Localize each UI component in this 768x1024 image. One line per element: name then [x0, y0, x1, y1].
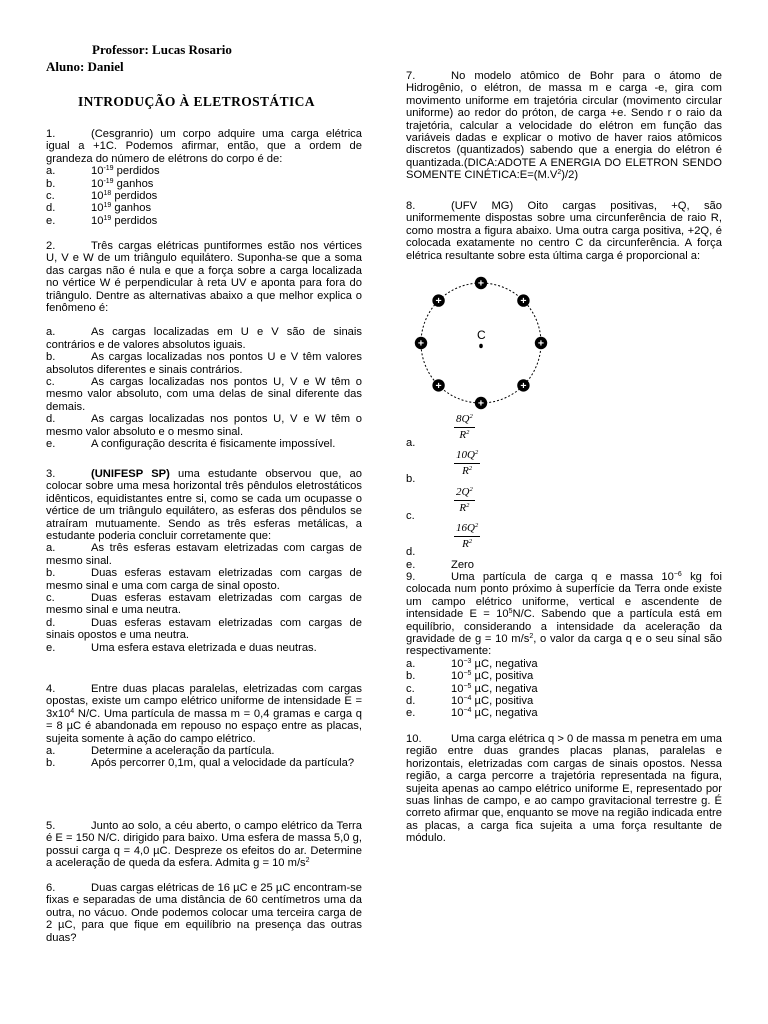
option-letter: e. [406, 707, 416, 720]
denominator-exponent: 2 [468, 465, 473, 472]
fraction-numerator [454, 486, 475, 501]
numerator-exponent: 2 [474, 449, 479, 456]
option-b [406, 670, 722, 682]
option-letter: a. [406, 436, 416, 449]
question-6 [46, 882, 362, 944]
option-exponent: -19 [103, 177, 114, 185]
option-text: µC, positiva [471, 695, 534, 708]
option-c: c. Duas esferas estavam eletrizadas com cargas de mesmo sinal e uma neutra. [46, 592, 362, 617]
option-text: perdidos [113, 165, 160, 178]
option-e: e. A configuração descrita é fisicamente impossível. [46, 438, 336, 451]
question-1 [46, 128, 362, 227]
option-letter: d. [46, 202, 56, 215]
option-text: Zero [451, 559, 475, 571]
option-c: c. As cargas localizadas nos pontos U, V e W têm o mesmo valor absoluto, com uma delas de sinal diferente das demais. [46, 376, 362, 413]
option-text: Após percorrer 0,1m, qual a velocidade da partícula? [91, 757, 355, 770]
positive-charge-icon [475, 277, 487, 290]
option-letter: a. [406, 657, 416, 670]
option-text: As três esferas estavam eletrizadas com cargas de mesmo sinal. [46, 542, 362, 567]
denominator-exponent: 2 [468, 538, 473, 545]
option-base: 10 [91, 202, 104, 215]
question-number: 2. [46, 240, 56, 252]
option-base: 10 [91, 165, 104, 178]
exponent: 2 [529, 633, 534, 641]
numerator-coefficient: 2 [456, 486, 462, 498]
question-text: No modelo atômico de Bohr para o átomo de Hidrogênio, o elétron, de massa m e carga -e, gira com movimento uniforme em trajetória circular (movimento circular uniforme) ao redor do próton, de carga +e. Sendo r o raio da trajetória, calcular a velocidade do elétron em função das variáveis dadas e explicar o motivo de haver raios atômicos discretos (quantizados) sabendo que a energia do elétron é quantizada.(DICA:ADOTE A ENERGIA DO ELETRON SENDO SOMENTE CINÉTICA:E=(M.V [406, 70, 722, 182]
option-base: 10 [451, 682, 464, 695]
question-text: Uma carga elétrica q > 0 de massa m penetra em uma região entre duas grandes placas planas, paralelas e horizontais, eletrizadas com cargas de sinais opostos. Nessa região, a carga percorre a trajetória representada na figura, sujeita apenas ao campo elétrico uniforme E, representado por suas linhas de campo, e ao campo gravitacional terrestre g. É correto afirmar que, enquanto se move na região indicada entre as placas, a carga fica sujeita a uma força resultante de módulo. [406, 733, 722, 845]
question-4 [46, 683, 362, 770]
fraction-numerator [454, 413, 475, 428]
option-a: a. As cargas localizadas em U e V são de sinais contrários e de valores absolutos iguais. [46, 326, 362, 351]
option-exponent: −3 [463, 657, 472, 665]
option-exponent: 18 [103, 190, 112, 198]
fraction-denominator [454, 537, 480, 551]
option-c [406, 683, 722, 695]
question-8 [406, 200, 722, 262]
option-a [406, 658, 722, 670]
positive-charge-icon [415, 337, 427, 350]
charge-sign: + [477, 397, 485, 410]
option-e [406, 707, 722, 719]
option-b: b. As cargas localizadas nos pontos U e V têm valores absolutos diferentes e sinais contrários. [46, 351, 362, 376]
option-text: ganhos [111, 202, 152, 215]
option-text: As cargas localizadas nos pontos U e V têm valores absolutos diferentes e sinais contrários. [46, 351, 362, 376]
question-4-options [46, 745, 362, 770]
option-text: Uma esfera estava eletrizada e duas neutras. [91, 641, 317, 654]
option-letter: a. [46, 165, 56, 178]
positive-charge-icon [475, 397, 487, 410]
option-d: d. As cargas localizadas nos pontos U, V e W têm o mesmo valor absoluto e o mesmo sinal. [46, 413, 362, 438]
denominator-variable: R [462, 465, 469, 477]
option-letter: c. [46, 190, 55, 203]
fraction-numerator [454, 449, 480, 464]
question-number: 1. [46, 128, 56, 140]
question-9 [406, 571, 722, 720]
question-3 [46, 468, 362, 654]
exponent: −6 [673, 571, 682, 578]
numerator-variable: Q [467, 449, 475, 461]
option-base: 10 [451, 670, 464, 683]
positive-charge-icon [517, 379, 529, 392]
question-8-option-e [406, 559, 722, 571]
charge-sign: + [477, 277, 485, 290]
exponent: 5 [508, 608, 513, 616]
page-title: INTRODUÇÃO À ELETROSTÁTICA [78, 94, 315, 109]
option-text: Determine a aceleração da partícula. [91, 745, 275, 758]
option-a: a. Determine a aceleração da partícula. [46, 745, 275, 758]
denominator-exponent: 2 [466, 429, 470, 436]
exponent: 2 [557, 169, 562, 177]
positive-charge-icon [535, 337, 547, 350]
numerator-exponent: 2 [469, 413, 473, 420]
option-exponent: −5 [463, 682, 472, 690]
option-exponent: −4 [463, 707, 472, 715]
positive-charge-icon [432, 379, 444, 392]
option-c [406, 486, 606, 522]
exponent: 2 [305, 857, 310, 865]
fraction-denominator [454, 501, 475, 515]
charge-sign: + [520, 295, 527, 308]
fraction-denominator [454, 464, 480, 478]
question-text: (UFV MG) Oito cargas positivas, +Q, são uniformemente dispostas sobre uma circunferência de raio R, como mostra a figura abaixo. Uma outra carga positiva, +2Q, é colocada exatamente no centro C da circunferência. A força elétrica resultante sobre esta última carga é proporcional a: [406, 200, 722, 262]
question-10 [406, 733, 722, 845]
question-text-cont: N/C. Sabendo que a partícula está em equilíbrio, considerando a intensidade da aceleração da gravidade de g = 10 m/s [406, 608, 722, 646]
option-c [46, 190, 362, 202]
numerator-variable: Q [461, 413, 470, 425]
question-number: 7. [406, 70, 416, 82]
option-base: 10 [91, 177, 104, 190]
denominator-variable: R [459, 502, 467, 514]
question-number: 6. [46, 882, 56, 894]
option-exponent: 19 [103, 214, 112, 222]
option-base: 10 [91, 214, 104, 227]
option-letter: c. [406, 682, 415, 695]
option-text: Duas esferas estavam eletrizadas com cargas de mesmo sinal e uma com carga de sinal oposto. [46, 567, 362, 592]
option-text: ganhos [113, 177, 154, 190]
center-charge [479, 344, 483, 348]
question-text: Uma partícula de carga q e massa 10 [451, 571, 674, 583]
option-d: d. Duas esferas estavam eletrizadas com cargas de sinais opostos e uma neutra. [46, 616, 362, 642]
question-number: 3. [46, 468, 56, 480]
question-text-cont: N/C. Uma partícula de massa m = 0,4 gramas e carga q = 8 µC é abandonada em repouso no espaço entre as placas, sujeita somente à ação do campo elétrico. [46, 707, 362, 745]
option-text: Duas esferas estavam eletrizadas com cargas de mesmo sinal e uma neutra. [46, 592, 362, 617]
question-number: 8. [406, 200, 416, 212]
option-text: perdidos [111, 214, 158, 227]
option-fraction [454, 449, 480, 478]
option-d [46, 202, 362, 214]
option-d [406, 522, 606, 558]
question-1-options [46, 165, 362, 227]
option-text: perdidos [111, 190, 158, 203]
option-b [46, 178, 362, 190]
question-number: 10. [406, 733, 422, 745]
numerator-coefficient: 10 [456, 449, 467, 461]
option-letter: d. [406, 695, 416, 708]
charge-sign: + [520, 380, 527, 393]
option-letter: b. [406, 472, 416, 485]
option-text: As cargas localizadas nos pontos U, V e W têm o mesmo valor absoluto e o mesmo sinal. [46, 413, 362, 438]
question-number: 5. [46, 820, 56, 832]
option-e: e. Uma esfera estava eletrizada e duas neutras. [46, 641, 317, 654]
option-base: 10 [451, 695, 464, 708]
professor-line: Professor: Lucas Rosario [92, 42, 232, 57]
option-letter: d. [406, 545, 416, 558]
question-2 [46, 240, 362, 451]
option-a [406, 413, 606, 449]
option-letter: b. [46, 177, 56, 190]
charges-circle-figure [406, 276, 556, 416]
question-text: Duas cargas elétricas de 16 µC e 25 µC encontram-se fixas e separadas de uma distância de 60 centímetros uma da outra, no vácuo. Onde podemos colocar uma terceira carga de 2 µC, para que fique em equilíbrio na presença das outras duas? [46, 882, 362, 944]
fraction-numerator [454, 522, 480, 537]
question-text-cont: , o valor da carga q e o seu sinal são respectivamente: [406, 633, 722, 658]
option-b [406, 449, 606, 485]
denominator-variable: R [459, 429, 467, 441]
question-source: (UNIFESP SP) [91, 468, 170, 480]
option-text: Duas esferas estavam eletrizadas com cargas de sinais opostos e uma neutra. [46, 616, 362, 642]
option-e [46, 215, 362, 227]
positive-charge-icon [517, 294, 529, 307]
center-label: C [477, 328, 486, 342]
option-base: 10 [451, 657, 464, 670]
charge-sign: + [435, 295, 442, 308]
question-number: 4. [46, 683, 56, 695]
question-text-cont: )/2) [561, 169, 579, 182]
numerator-variable: Q [467, 522, 475, 534]
option-letter: b. [406, 670, 416, 683]
charge-sign: + [537, 337, 545, 350]
student-line: Aluno: Daniel [46, 59, 124, 74]
question-text-cont: kg foi colocada num ponto próximo à superfície da Terra onde existe um campo elétrico uniforme, vertical e ascendente de intensidade E = 10 [406, 571, 722, 621]
numerator-coefficient: 16 [456, 522, 467, 534]
question-number: 9. [406, 571, 416, 583]
numerator-exponent: 2 [469, 486, 473, 493]
option-text: µC, negativa [471, 657, 538, 670]
option-text: µC, positiva [471, 670, 534, 683]
question-text: Entre duas placas paralelas, eletrizadas com cargas opostas, existe um campo elétrico uniforme de intensidade E = 3x10 [46, 683, 362, 720]
option-a: a. As três esferas estavam eletrizadas com cargas de mesmo sinal. [46, 542, 362, 567]
exponent: 4 [70, 707, 75, 715]
option-exponent: −4 [463, 695, 472, 703]
question-text: Junto ao solo, a céu aberto, o campo elétrico da Terra é E = 150 N/C. dirigido para baixo. Uma esfera de massa 5,0 g, possui carga q = 4,0 µC. Despreze os efeitos do ar. Determine a aceleração de queda da esfera. Admita g = 10 m/s [46, 820, 362, 870]
option-b: b. Após percorrer 0,1m, qual a velocidade da partícula? [46, 757, 355, 770]
question-3-options [46, 542, 362, 654]
option-text: µC, negativa [471, 707, 538, 720]
option-letter: e. [46, 214, 56, 227]
option-fraction [454, 522, 480, 551]
denominator-exponent: 2 [466, 502, 470, 509]
question-text: uma estudante observou que, ao colocar sobre uma mesa horizontal três pêndulos eletrostáticos idênticos, equidistantes entre si, como se cada um ocupasse o vértice de um triângulo equilátero, as esferas dos pêndulos se atraíram mutuamente. Sendo as três esferas metálicas, a estudante poderia concluir corretamente que: [46, 468, 362, 543]
option-fraction [454, 486, 475, 515]
option-text: A configuração descrita é fisicamente impossível. [91, 438, 336, 451]
charge-sign: + [417, 337, 425, 350]
question-5 [46, 820, 362, 870]
option-exponent: -19 [103, 165, 114, 173]
option-base: 10 [451, 707, 464, 720]
fraction-denominator [454, 428, 475, 442]
option-a [46, 165, 362, 177]
question-9-options [406, 658, 722, 720]
option-exponent: −5 [463, 670, 472, 678]
option-text: As cargas localizadas nos pontos U, V e W têm o mesmo valor absoluto, com uma delas de sinal diferente das demais. [46, 376, 362, 413]
option-letter: c. [406, 509, 415, 522]
question-7 [406, 70, 722, 182]
option-text: As cargas localizadas em U e V são de sinais contrários e de valores absolutos iguais. [46, 326, 362, 351]
option-letter: e. [406, 559, 416, 571]
numerator-variable: Q [461, 486, 470, 498]
denominator-variable: R [462, 538, 469, 550]
numerator-exponent: 2 [474, 522, 479, 529]
question-text: (Cesgranrio) um corpo adquire uma carga elétrica igual a +1C. Podemos afirmar, então, que a ordem de grandeza do número de elétrons do corpo é de: [46, 128, 362, 165]
option-exponent: 19 [103, 202, 112, 210]
question-2-options [46, 326, 362, 450]
option-b: b. Duas esferas estavam eletrizadas com cargas de mesmo sinal e uma com carga de sinal oposto. [46, 567, 362, 592]
question-text: Três cargas elétricas puntiformes estão nos vértices U, V e W de um triângulo equilátero. Suponha-se que a soma das cargas não é nula e que a força sobre a carga localizada no vértice W é perpendicular à reta UV e aponta para fora do triângulo. Dentre as alternativas abaixo a que melhor explica o fenômeno é: [46, 240, 362, 315]
option-d [406, 695, 722, 707]
option-fraction [454, 413, 475, 442]
charge-sign: + [435, 380, 442, 393]
option-base: 10 [91, 190, 104, 203]
option-text: µC, negativa [471, 682, 538, 695]
numerator-coefficient: 8 [456, 413, 462, 425]
